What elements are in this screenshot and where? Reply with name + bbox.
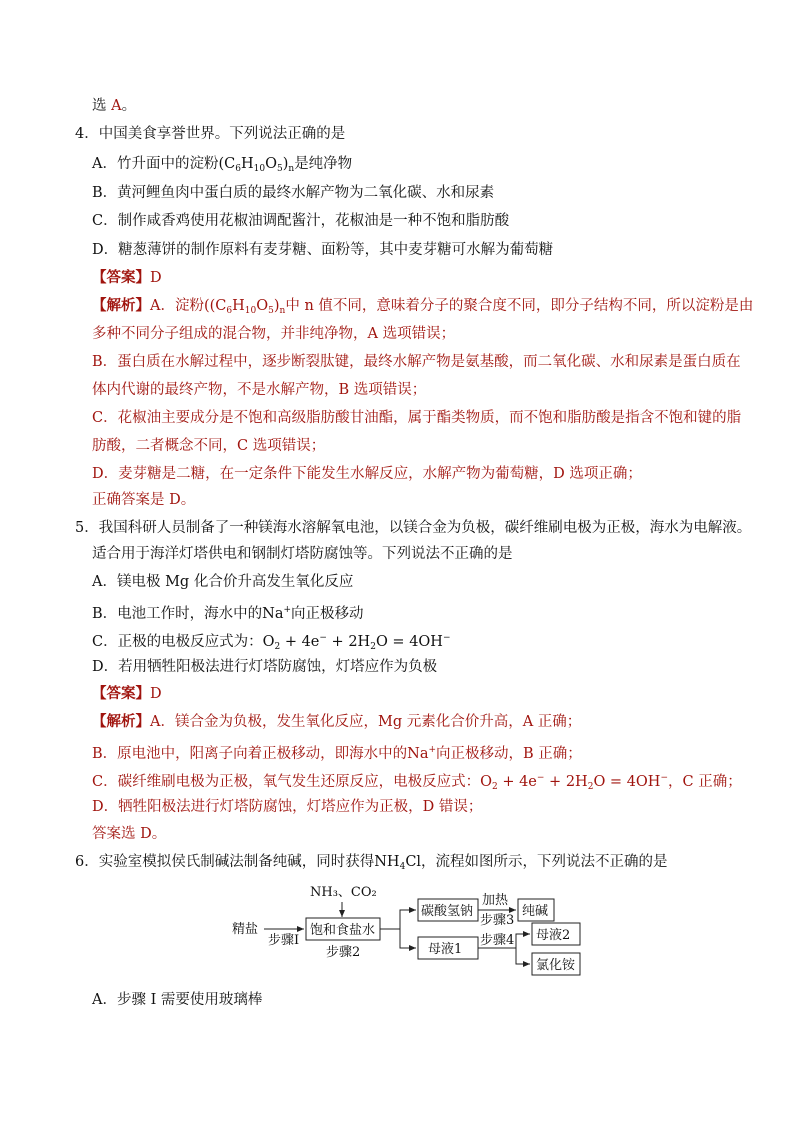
q4-option-d: D．糖葱薄饼的制作原料有麦芽糖、面粉等，其中麦芽糖可水解为葡萄糖 — [92, 242, 554, 258]
q4-analysis-5: C．花椒油主要成分是不饱和高级脂肪酸甘油酯，属于酯类物质，而不饱和脂肪酸是指含不饱和键的脂 — [92, 410, 742, 426]
starch-formula: $(C_6H_{10}O_5)_n$ — [218, 156, 295, 174]
q4-analysis-3: B．蛋白质在水解过程中，逐步断裂肽键，最终水解产物是氨基酸，而二氧化碳、水和尿素是蛋白质在 — [92, 354, 741, 370]
q4-option-b: B．黄河鲤鱼肉中蛋白质的最终水解产物为二氧化碳、水和尿素 — [92, 185, 495, 201]
process-flow-diagram — [228, 880, 588, 980]
flow-gases-label: NH₃、CO₂ — [310, 885, 377, 900]
q4-analysis-4: 体内代谢的最终产物，不是水解产物，B 选项错误； — [92, 382, 427, 398]
q5-analysis-2: B．原电池中，阳离子向着正极移动，即海水中的Na+向正极移动，B 正确； — [92, 745, 582, 762]
prev-answer-line: 选 A。 — [92, 98, 137, 114]
flow-box-brine-label: 饱和食盐水 — [310, 923, 376, 938]
flow-box-bicarbonate-label: 碳酸氢钠 — [421, 904, 474, 919]
flow-arrow-to-mother-liquor1 — [400, 929, 416, 948]
flow-box-ammonium-chloride-label: 氯化铵 — [536, 958, 576, 973]
q4-option-c: C．制作咸香鸡使用花椒油调配酱汁，花椒油是一种不饱和脂肪酸 — [92, 213, 510, 229]
q5-option-d: D．若用牺牲阳极法进行灯塔防腐蚀，灯塔应作为负极 — [92, 659, 438, 675]
q4-option-a: A．竹升面中的淀粉$(C_6H_{10}O_5)_n$是纯净物 — [92, 156, 353, 174]
q6-stem: 6．实验室模拟侯氏制碱法制备纯碱，同时获得$NH_4Cl$，流程如图所示，下列说法不正确的是 — [75, 854, 668, 872]
flow-step2-label: 步骤2 — [326, 945, 361, 960]
q4-answer: 【答案】D — [92, 269, 162, 286]
flow-raw-salt: 精盐 — [232, 922, 259, 937]
q5-option-b: B．电池工作时，海水中的Na+向正极移动 — [92, 605, 364, 622]
q5-analysis-1: 【解析】A．镁合金为负极，发生氧化反应，Mg 元素化合价升高，A 正确； — [92, 713, 582, 730]
q5-analysis-5: 答案选 D。 — [92, 826, 167, 842]
q4-analysis-6: 肪酸，二者概念不同，C 选项错误； — [92, 438, 326, 454]
flow-box-mother-liquor1-label: 母液1 — [428, 942, 463, 957]
q5-analysis-3: C．碳纤维刷电极为正极，氧气发生还原反应，电极反应式：$O_2 + 4e^- + 2H_2O = 4OH^-$，C 正确； — [92, 773, 742, 792]
flow-arrow-to-ammonium-chloride — [516, 948, 530, 964]
q4-stem: 4．中国美食享誉世界。下列说法正确的是 — [75, 126, 346, 142]
flow-step1-label: 步骤Ⅰ — [268, 933, 300, 948]
flow-arrow-to-mother-liquor2 — [516, 934, 530, 948]
q5-option-a: A．镁电极 Mg 化合价升高发生氧化反应 — [92, 574, 354, 590]
flow-box-soda-ash-label: 纯碱 — [522, 904, 549, 919]
q4-analysis-2: 多种不同分子组成的混合物，并非纯净物，A 选项错误； — [92, 326, 456, 342]
q4-analysis-1: 【解析】A．淀粉($(C_6H_{10}O_5)_n$中 n 值不同，意味着分子的聚合度不同，即分子结构不同，所以淀粉是由 — [92, 297, 754, 316]
q6-option-a: A．步骤 Ⅰ 需要使用玻璃棒 — [92, 992, 263, 1008]
q5-option-c: C．正极的电极反应式为：$O_2 + 4e^- + 2H_2O = 4OH^-$ — [92, 633, 451, 652]
cathode-equation-analysis: $O_2 + 4e^- + 2H_2O = 4OH^-$ — [480, 773, 668, 792]
q5-stem-1: 5．我国科研人员制备了一种镁海水溶解氧电池，以镁合金为负极，碳纤维刷电极为正极，海水为电解液。 — [75, 520, 752, 536]
starch-formula-analysis: $(C_6H_{10}O_5)_n$ — [209, 298, 286, 316]
q5-stem-2: 适合用于海洋灯塔供电和钢制灯塔防腐蚀等。下列说法不正确的是 — [92, 546, 513, 562]
cathode-equation: $O_2 + 4e^- + 2H_2O = 4OH^-$ — [262, 633, 451, 652]
flow-arrow-to-bicarbonate — [380, 910, 416, 929]
flow-heat-label: 加热 — [482, 893, 509, 908]
flow-box-mother-liquor2-label: 母液2 — [536, 928, 571, 943]
q4-analysis-8: 正确答案是 D。 — [92, 492, 196, 508]
q5-analysis-4: D．牺牲阳极法进行灯塔防腐蚀，灯塔应作为正极，D 错误； — [92, 799, 483, 815]
flow-step4-label: 步骤4 — [480, 933, 515, 948]
q5-answer: 【答案】D — [92, 685, 162, 702]
flow-step3-label: 步骤3 — [480, 913, 515, 928]
q4-analysis-7: D．麦芽糖是二糖，在一定条件下能发生水解反应，水解产物为葡萄糖，D 选项正确； — [92, 466, 642, 482]
